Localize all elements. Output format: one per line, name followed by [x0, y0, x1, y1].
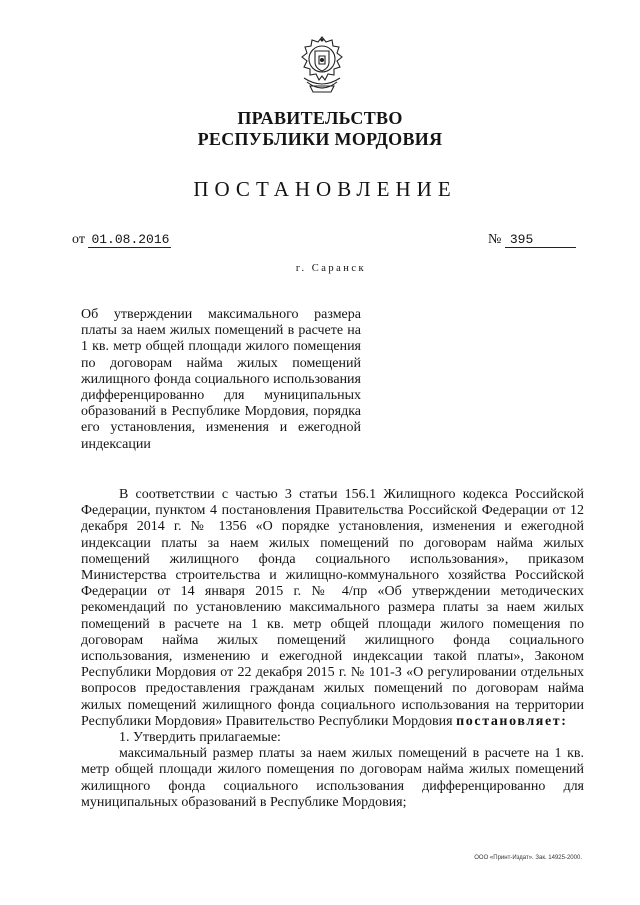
- number-prefix: №: [488, 232, 502, 247]
- government-title-line2: РЕСПУБЛИКИ МОРДОВИЯ: [197, 129, 443, 149]
- city-line: г. Саранск: [295, 263, 367, 274]
- document-type-title: ПОСТАНОВЛЕНИЕ: [193, 177, 457, 201]
- date-line: [72, 232, 171, 248]
- item-1-heading: 1. Утвердить прилагаемые:: [119, 730, 281, 746]
- document-body: [81, 487, 584, 811]
- document-number: 395: [505, 232, 576, 248]
- government-title-line1: ПРАВИТЕЛЬСТВО: [237, 108, 403, 128]
- preamble-text: В соответствии с частью 3 статьи 156.1 Жилищного кодекса Российской Федерации, пунктом 4 постановления Правительства Российской Федерации от 12 декабря 2014 г. № 1356 «О порядке установления, изменения и ежегодной индексации платы за наем жилых помещений по договорам найма жилых помещений жилищного фонда социального использования», приказом Министерства строительства и жилищно-коммунального хозяйства Российской Федерации от 14 января 2015 г. № 4/пр «Об утверждении методических рекомендаций по установлению максимального размера платы за наем жилых помещений в расчете на 1 кв. метр общей площади жилого помещения по договорам найма жилых помещений жилищного фонда социального использования, изменению и ежегодной индексации такой платы», Законом Республики Мордовия от 22 декабря 2015 г. № 101-З «О регулировании отдельных вопросов предоставления гражданам жилых помещений по договорам найма жилых помещений жилищного фонда социального использования на территории Республики Мордовия» Правительство Республики Мордовия: [81, 487, 584, 729]
- document-subject: Об утверждении максимального размера платы за наем жилых помещений в расчете на 1 кв. метр общей площади жилого помещения по договорам найма жилых помещений жилищного фонда социального использования дифференцированно для муниципальных образований в Республике Мордовия, порядка его установления, изменения и ежегодной индексации: [81, 307, 361, 452]
- coat-of-arms-icon: [295, 34, 349, 98]
- number-line: [488, 232, 576, 248]
- document-date: 01.08.2016: [88, 232, 171, 248]
- printer-footer: ООО «Принт-Издат». Зак. 14925-2000.: [474, 855, 582, 861]
- preamble-paragraph: [81, 487, 584, 730]
- date-prefix: от: [72, 232, 85, 247]
- item-1-text: максимальный размер платы за наем жилых помещений в расчете на 1 кв. метр общей площади жилого помещения по договорам найма жилых помещений жилищного фонда социального использования дифференцированно для муниципальных образований в Республике Мордовия;: [81, 746, 584, 810]
- decree-word: постановляет:: [456, 713, 568, 729]
